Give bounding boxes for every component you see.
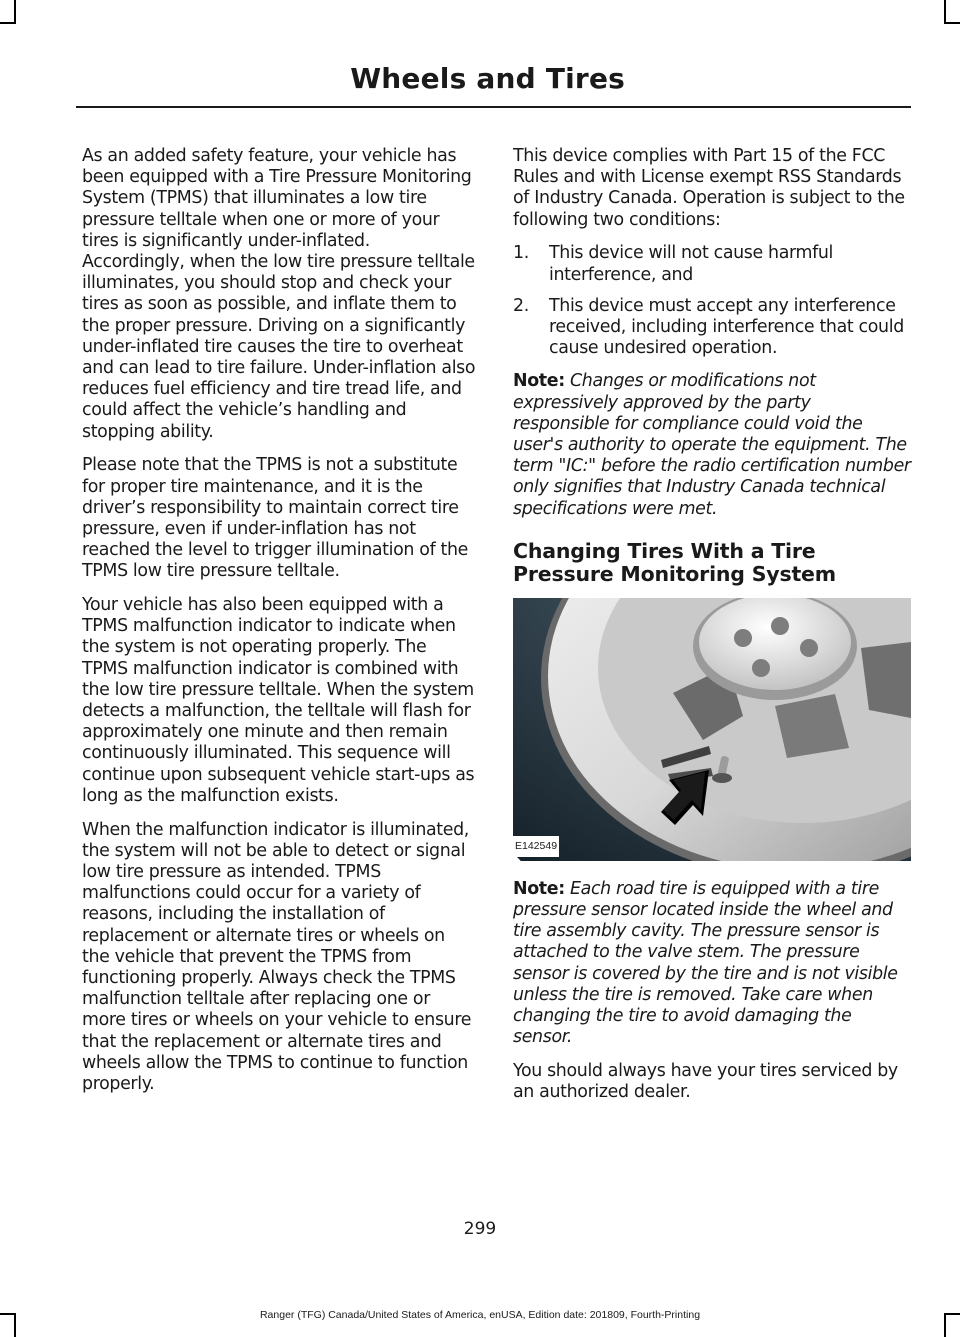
note — [513, 371, 911, 519]
paragraph: As an added safety feature, your vehicle has been equipped with a Tire Pressure Monitoring System (TPMS) that illuminates a low tire pressure telltale when one or more of your tires is significantly under-inflated. Accordingly, when the low tire pressure telltale illuminates, you should stop and check your tires as soon as possible, and inflate them to the proper pressure. Driving on a significantly under-inflated tire causes the tire to overheat and can lead to tire failure. Under-inflation also reduces fuel efficiency and tire tread life, and could affect the vehicle’s handling and stopping ability. — [82, 146, 476, 442]
crop-mark — [944, 22, 960, 24]
note — [513, 879, 911, 1049]
list-item — [513, 296, 911, 360]
paragraph: Your vehicle has also been equipped with a TPMS malfunction indicator to indicate when the system is not operating properly. The TPMS malfunction indicator is combined with the low tire pressure telltale. When the system detects a malfunction, the telltale will flash for approximately one minute and then remain continuously illuminated. This sequence will continue upon subsequent vehicle start-ups as long as the malfunction exists. — [82, 595, 475, 806]
note-text: Changes or modifications not expressively approved by the party responsible for compliance could void the user's authority to operate the equipment. The term "IC:" before the radio certification number only signifies that Industry Canada technical specifications were met. — [513, 371, 911, 519]
crop-mark — [0, 22, 16, 24]
wheel-valve-stem-image — [513, 598, 911, 861]
crop-mark — [944, 0, 946, 22]
note-label: Note: — [513, 371, 565, 392]
page-title: Wheels and Tires — [350, 62, 625, 95]
section-heading: Changing Tires With a Tire Pressure Monitoring System — [513, 538, 836, 586]
footer-edition: Ranger (TFG) Canada/United States of America, enUSA, Edition date: 201809, Fourth-Printing — [259, 1309, 701, 1321]
list-number: 1. — [513, 243, 529, 264]
paragraph: Please note that the TPMS is not a substitute for proper tire maintenance, and it is the driver’s responsibility to maintain correct tire pressure, even if under-inflation has not reached the level to trigger illumination of the TPMS low tire pressure telltale. — [82, 455, 469, 582]
right-column — [513, 146, 911, 1116]
fcc-intro: This device complies with Part 15 of the FCC Rules and with License exempt RSS Standards of Industry Canada. Operation is subject to the following two conditions: — [513, 146, 905, 230]
paragraph: When the malfunction indicator is illuminated, the system will not be able to detect or signal low tire pressure as intended. TPMS malfunctions could occur for a variety of reasons, including the installation of replacement or alternate tires or wheels on the vehicle that prevent the TPMS from functioning properly. Always check the TPMS malfunction telltale after replacing one or more tires or wheels on your vehicle to ensure that the replacement or alternate tires and wheels allow the TPMS to continue to function properly. — [82, 819, 472, 1095]
left-column — [82, 146, 477, 1108]
conditions-list — [513, 243, 911, 359]
list-text: This device will not cause harmful interference, and — [549, 243, 834, 285]
note-text: Each road tire is equipped with a tire pressure sensor located inside the wheel and tire assembly cavity. The pressure sensor is attached to the valve stem. The pressure sensor is covered by the tire and is not visible unless the tire is removed. Take care when changing the tire to avoid damaging the sensor. — [513, 878, 898, 1048]
crop-mark — [14, 0, 16, 22]
note-label: Note: — [513, 878, 565, 899]
list-item — [513, 243, 911, 285]
figure-code: E142549 — [513, 836, 559, 857]
wheel-illustration — [513, 598, 911, 861]
closing-paragraph: You should always have your tires serviced by an authorized dealer. — [513, 1060, 898, 1103]
list-text: This device must accept any interference received, including interference that could cause undesired operation. — [549, 295, 904, 359]
page-number: 299 — [463, 1219, 497, 1239]
list-number: 2. — [513, 295, 529, 316]
header-divider — [76, 106, 911, 108]
